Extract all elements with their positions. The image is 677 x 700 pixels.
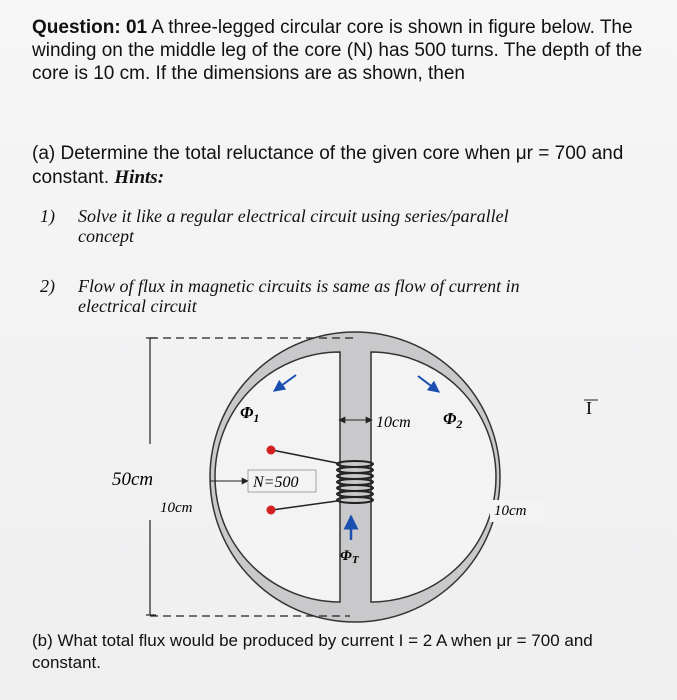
part-b bbox=[32, 630, 662, 674]
question-label: Question: 01 bbox=[32, 17, 148, 38]
hint-line: Flow of flux in magnetic circuits is same as flow of current in bbox=[78, 276, 520, 296]
hint-line: Solve it like a regular electrical circuit using series/parallel bbox=[78, 206, 509, 226]
phi1-label: $\Phi_1$ bbox=[240, 403, 260, 425]
hints-label: Hints: bbox=[114, 167, 165, 188]
current-symbol: I bbox=[586, 398, 592, 418]
part-a-text: (a) Determine the total reluctance of the given core when μr = 700 and constant. bbox=[32, 143, 624, 188]
core-window-right bbox=[371, 352, 496, 602]
right-thickness-label: 10cm bbox=[494, 503, 527, 519]
question-body: A three-legged circular core is shown in figure below. The winding on the middle leg of the core (N) has 500 turns. The depth of the core is 10 cm. If the dimensions are as shown, then bbox=[32, 17, 643, 84]
hint-line-continued: concept bbox=[78, 226, 134, 246]
hint-number: 2) bbox=[40, 276, 55, 296]
lead-terminal-bottom bbox=[267, 506, 276, 515]
hint-line-continued: electrical circuit bbox=[78, 296, 197, 316]
winding-label: N=500 bbox=[253, 474, 299, 491]
part-b-text: (b) What total flux would be produced by current I = 2 A when μr = 700 and constant. bbox=[32, 631, 593, 672]
phi2-label: $\Phi_2$ bbox=[443, 409, 463, 431]
hint-number: 1) bbox=[40, 206, 55, 226]
left-thickness-label: 10cm bbox=[160, 500, 193, 516]
lead-terminal-top bbox=[267, 446, 276, 455]
middle-width-label: 10cm bbox=[376, 414, 411, 431]
outer-dim-label: 50cm bbox=[112, 469, 154, 490]
phiT-label: $\Phi_T$ bbox=[340, 548, 359, 566]
